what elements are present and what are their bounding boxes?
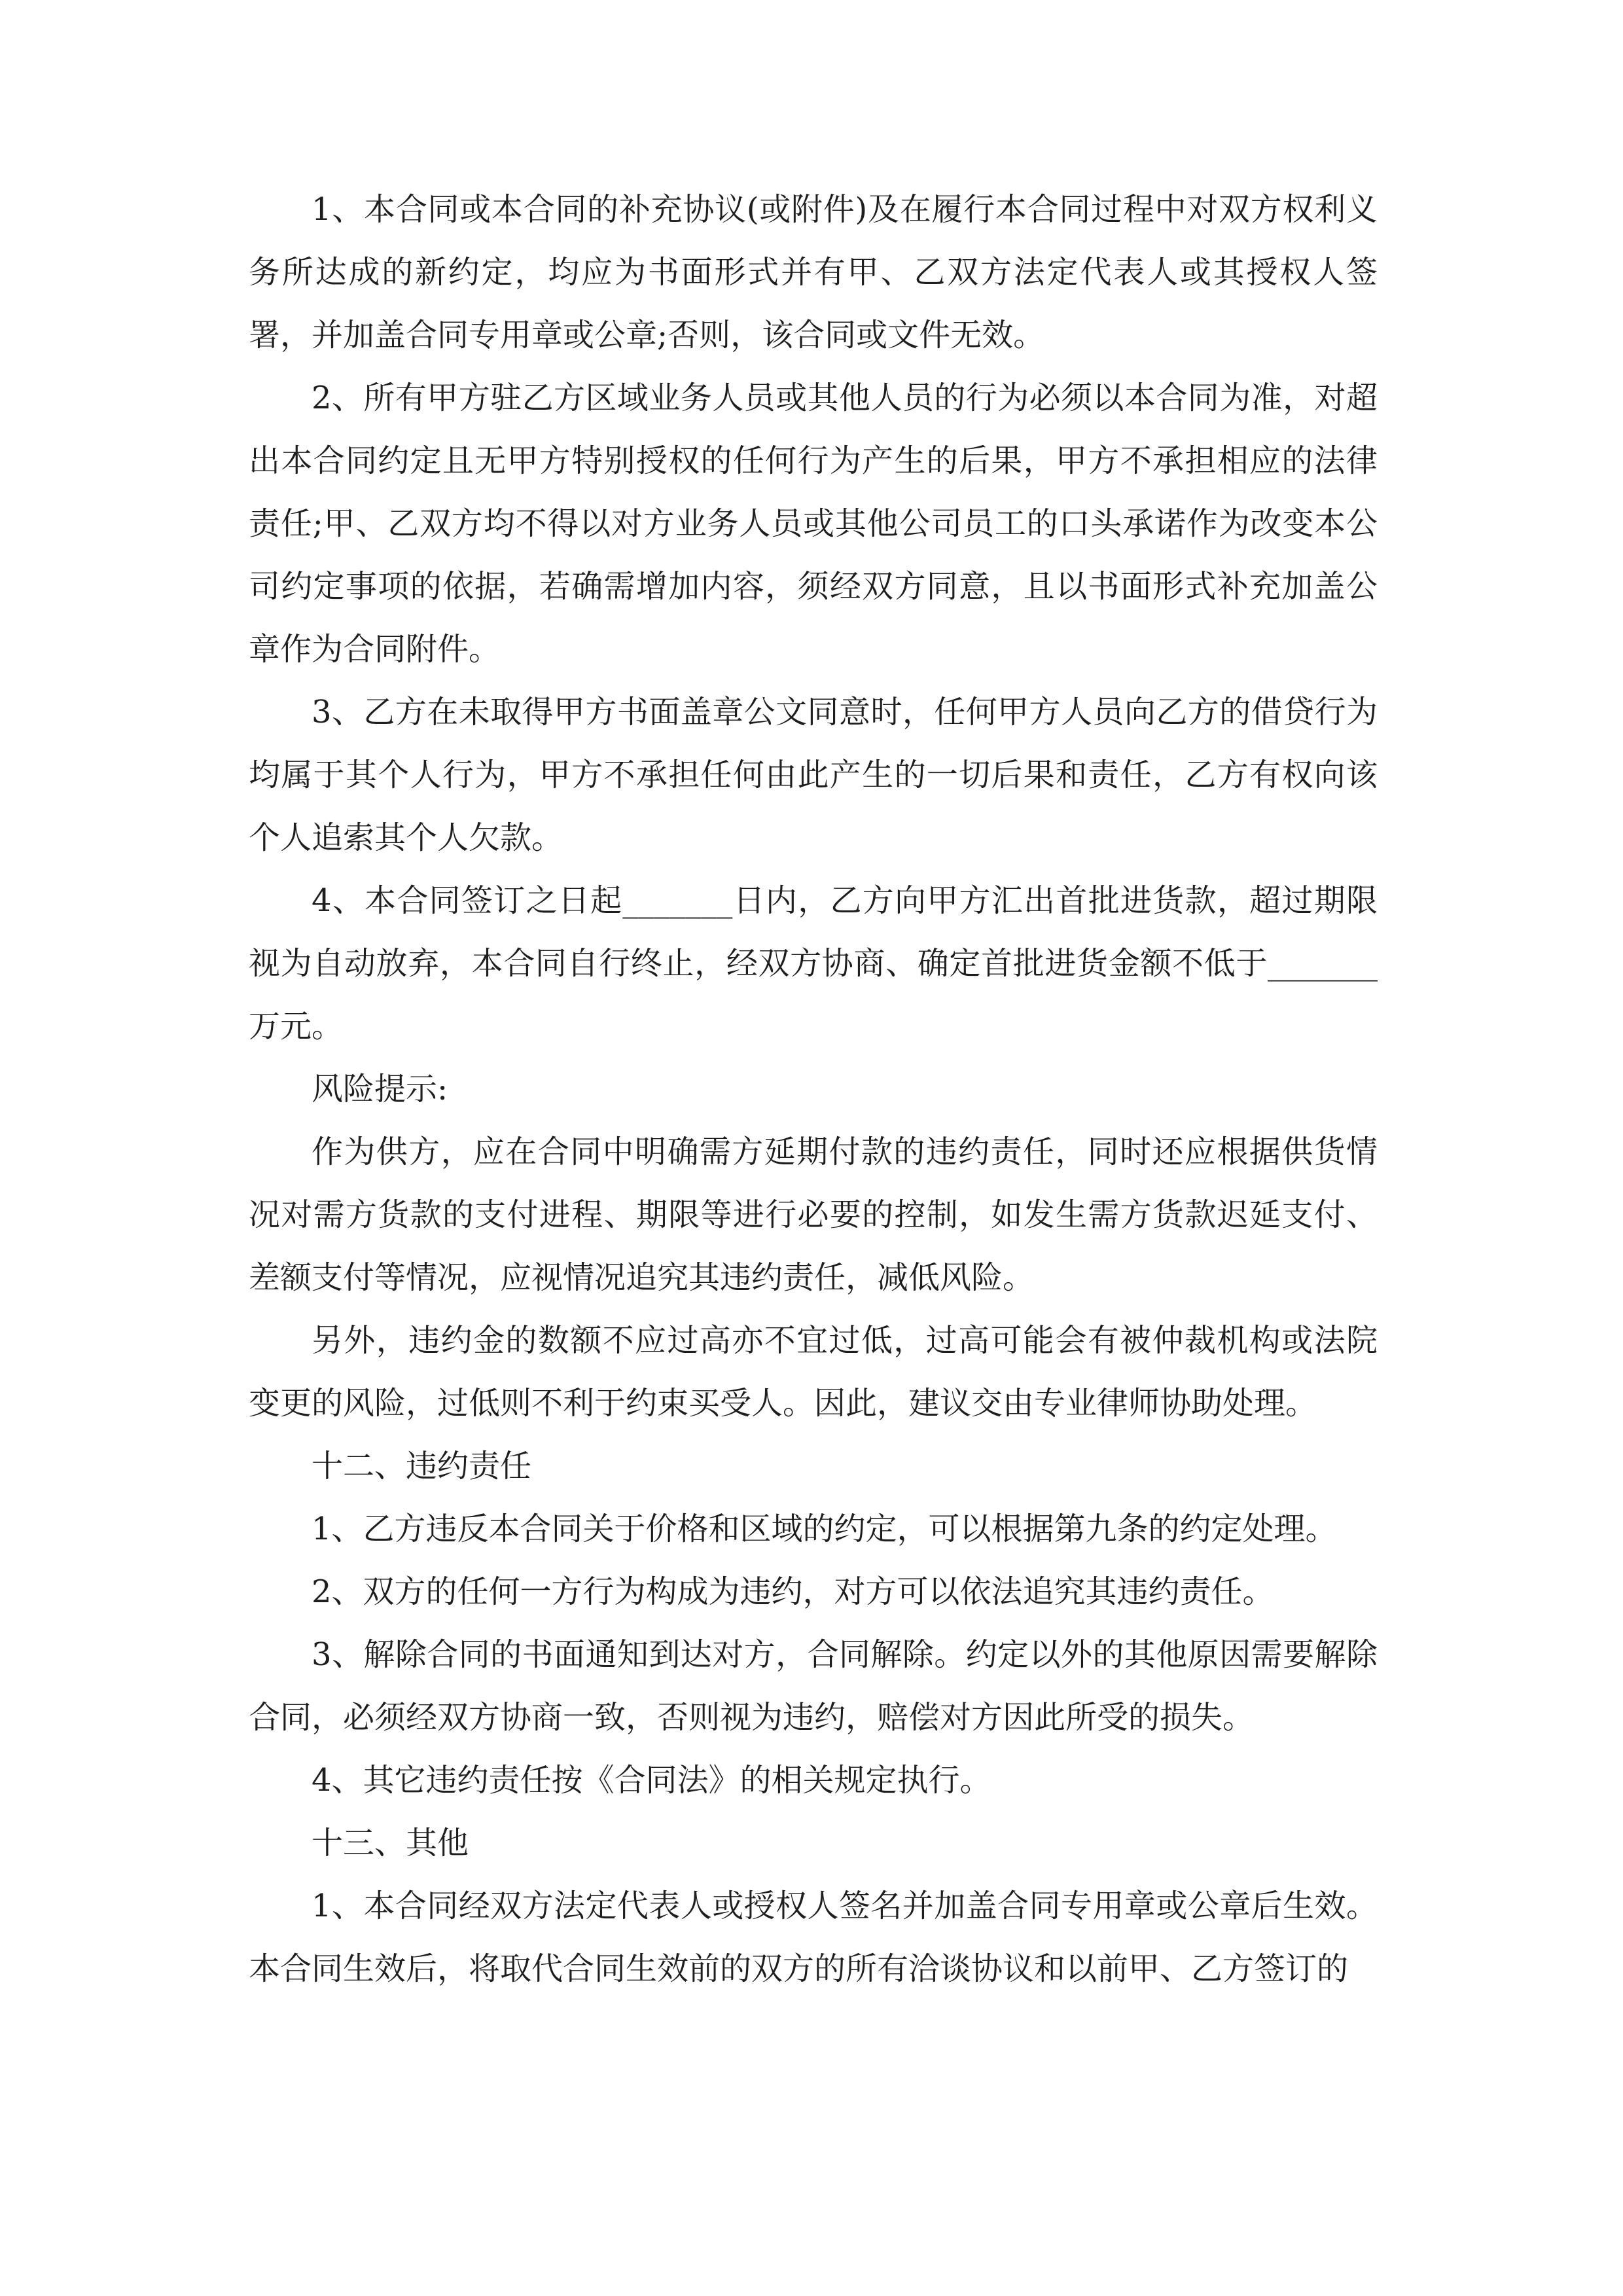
paragraph-breach-4: 4、其它违约责任按《合同法》的相关规定执行。 — [312, 1762, 991, 1799]
paragraph-staff-conduct: 2、所有甲方驻乙方区域业务人员或其他人员的行为必须以本合同为准，对超出本合同约定且无甲方特别授权的任何行为产生的后果，甲方不承担相应的法律责任;甲、乙双方均不得以对方业务人员或其他公司员工的口头承诺作为改变本公司约定事项的依据，若确需增加内容，须经双方同意，且以书面形式补充加盖公章作为合同附件。 — [249, 380, 1378, 668]
paragraph-loans: 3、乙方在未取得甲方书面盖章公文同意时，任何甲方人员向乙方的借贷行为均属于其个人行为，甲方不承担任何由此产生的一切后果和责任，乙方有权向该个人追索其个人欠款。 — [249, 694, 1378, 856]
heading-section-12-breach: 十二、违约责任 — [312, 1448, 532, 1484]
paragraph-amendment-written-form: 1、本合同或本合同的补充协议(或附件)及在履行本合同过程中对双方权利义务所达成的新约定，均应为书面形式并有甲、乙双方法定代表人或其授权人签署，并加盖合同专用章或公章;否则，该合同或文件无效。 — [249, 191, 1378, 353]
paragraph-risk-penalty: 另外，违约金的数额不应过高亦不宜过低，过高可能会有被仲裁机构或法院变更的风险，过低则不利于约束买受人。因此，建议交由专业律师协助处理。 — [249, 1322, 1378, 1422]
paragraph-other-1: 1、本合同经双方法定代表人或授权人签名并加盖合同专用章或公章后生效。本合同生效后，将取代合同生效前的双方的所有洽谈协议和以前甲、乙方签订的 — [249, 1888, 1378, 1987]
paragraph-first-payment: 4、本合同签订之日起_______日内，乙方向甲方汇出首批进货款，超过期限视为自动放弃，本合同自行终止，经双方协商、确定首批进货金额不低于_______万元。 — [249, 882, 1378, 1045]
heading-section-13-other: 十三、其他 — [312, 1825, 469, 1861]
paragraph-breach-3: 3、解除合同的书面通知到达对方，合同解除。约定以外的其他原因需要解除合同，必须经双方协商一致，否则视为违约，赔偿对方因此所受的损失。 — [249, 1636, 1378, 1736]
paragraph-breach-1: 1、乙方违反本合同关于价格和区域的约定，可以根据第九条的约定处理。 — [312, 1511, 1337, 1547]
heading-risk-notice: 风险提示: — [312, 1071, 448, 1107]
document-page — [249, 178, 1378, 2000]
paragraph-risk-supplier: 作为供方，应在合同中明确需方延期付款的违约责任，同时还应根据供货情况对需方货款的支付进程、期限等进行必要的控制，如发生需方货款迟延支付、差额支付等情况，应视情况追究其违约责任，减低风险。 — [249, 1134, 1378, 1296]
paragraph-breach-2: 2、双方的任何一方行为构成为违约，对方可以依法追究其违约责任。 — [312, 1573, 1274, 1610]
